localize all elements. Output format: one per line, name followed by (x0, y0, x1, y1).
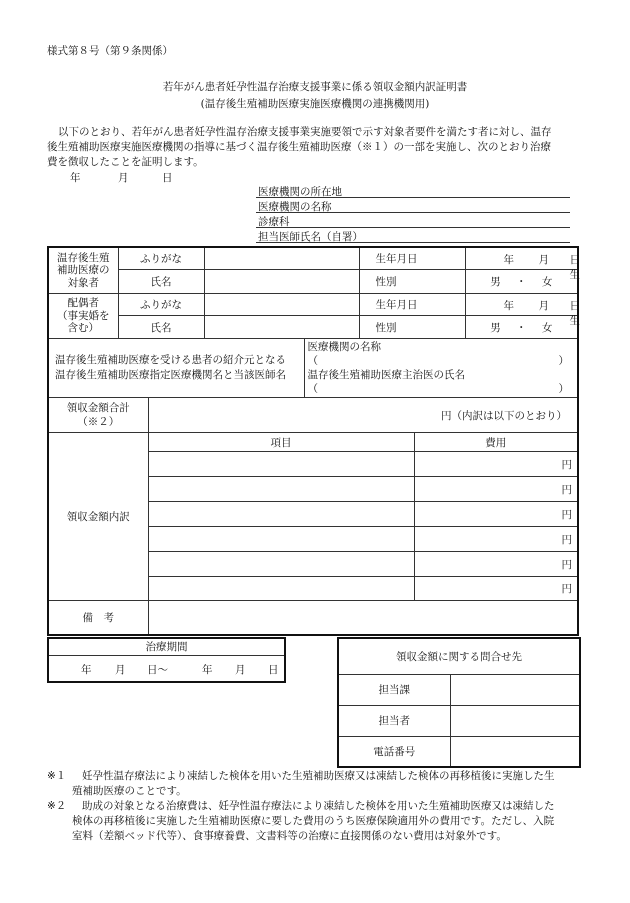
period-month-2: 月 (235, 664, 246, 676)
document-subtitle: (温存後生殖補助医療実施医療機関の連携機関用) (200, 98, 430, 110)
inquiry-section-label: 担当課 (338, 674, 450, 705)
referral-fields-cell (304, 339, 578, 398)
treatment-period-field[interactable] (49, 656, 284, 682)
department-label: 診療科 (258, 216, 290, 228)
intro-line-2: 後生殖補助医療実施医療機関の指導に基づく温存後生殖補助医療（※１）の一部を実施し、次のとおり治療 (47, 141, 551, 153)
spouse-birthdate-field[interactable] (465, 294, 581, 327)
breakdown-item-field[interactable] (148, 477, 414, 502)
subject-sex-female[interactable]: 女 (541, 276, 553, 288)
spouse-furigana-field[interactable] (204, 294, 359, 316)
inquiry-phone-field[interactable] (450, 736, 580, 767)
spouse-sex-female[interactable]: 女 (541, 321, 553, 334)
spouse-label-1: 配偶者 (67, 297, 99, 310)
subject-sex-dot: ・ (516, 276, 527, 288)
inquiry-person-label: 担当者 (338, 705, 450, 736)
subject-birthdate-field[interactable] (465, 247, 581, 281)
total-label-cell (48, 398, 148, 433)
subject-date-day: 日生 (569, 254, 581, 281)
institution-address-field[interactable] (256, 197, 570, 198)
date-year[interactable]: 年 (70, 172, 81, 184)
referral-label-1: 温存後生殖補助医療を受ける患者の紹介元となる (55, 354, 286, 366)
doctor-signature-field[interactable] (256, 242, 570, 243)
breakdown-cost-header: 費用 (414, 433, 578, 452)
breakdown-item-header: 項目 (148, 433, 414, 452)
subject-label-3: 対象者 (67, 276, 99, 289)
subject-name-label: 氏名 (118, 270, 204, 294)
intro-line-1: 以下のとおり、若年がん患者妊孕性温存治療支援事業実施要領で示す対象者要件を満たす者に対し、温存 (58, 126, 552, 138)
remarks-field[interactable] (148, 601, 578, 635)
period-day-1: 日～ (147, 664, 168, 676)
institution-address-label: 医療機関の所在地 (258, 186, 342, 198)
subject-sex-male[interactable]: 男 (490, 276, 501, 288)
referral-label-cell (48, 339, 304, 398)
date-day[interactable]: 日 (162, 172, 173, 184)
institution-name-field[interactable] (256, 212, 570, 213)
subject-furigana-field[interactable] (204, 247, 359, 270)
spouse-furigana-label: ふりがな (118, 294, 204, 316)
period-month-1: 月 (115, 664, 126, 676)
paren-close-2: ） (558, 383, 570, 395)
remarks-label: 備 考 (48, 601, 148, 635)
period-day-2: 日 (268, 664, 279, 676)
inquiry-title: 領収金額に関する問合せ先 (338, 638, 580, 674)
doctor-signature-label: 担当医師氏名（自署） (258, 231, 363, 243)
referral-doctor-label: 温存後生殖補助医療主治医の氏名 (307, 369, 465, 381)
spouse-sex-dot: ・ (516, 321, 527, 334)
yen-unit: 円 (561, 583, 573, 595)
treatment-period-title: 治療期間 (49, 639, 284, 656)
period-year-2: 年 (202, 664, 213, 676)
breakdown-item-field[interactable] (148, 452, 414, 477)
note-2-line-1: 助成の対象となる治療費は、妊孕性温存療法により凍結した検体を用いた生殖補助医療又は凍結した (82, 800, 555, 812)
yen-unit: 円 (561, 533, 573, 546)
treatment-period-box (47, 637, 286, 683)
subject-name-field[interactable] (204, 270, 359, 294)
total-amount-text: 円（内訳は以下のとおり） (441, 409, 568, 422)
breakdown-item-field[interactable] (148, 502, 414, 527)
breakdown-item-field[interactable] (148, 527, 414, 552)
spouse-sex-field[interactable] (465, 316, 578, 339)
inquiry-person-field[interactable] (450, 705, 580, 736)
spouse-birthdate-label: 生年月日 (359, 294, 465, 316)
breakdown-cost-field[interactable] (414, 577, 578, 601)
inquiry-section-field[interactable] (450, 674, 580, 705)
document-title: 若年がん患者妊孕性温存治療支援事業に係る領収金額内訳証明書 (162, 81, 468, 93)
note-1-mark: ※１ (47, 770, 67, 782)
spouse-date-year: 年 (503, 300, 515, 312)
period-year-1: 年 (81, 664, 92, 676)
breakdown-item-field[interactable] (148, 552, 414, 577)
date-month[interactable]: 月 (118, 172, 129, 184)
breakdown-item-field[interactable] (148, 577, 414, 601)
subject-furigana-label: ふりがな (118, 247, 204, 270)
breakdown-cost-field[interactable] (414, 502, 578, 527)
subject-date-month: 月 (538, 254, 550, 266)
referral-inst-label: 医療機関の名称 (307, 341, 381, 353)
breakdown-cost-field[interactable] (414, 552, 578, 577)
subject-label-1: 温存後生殖 (57, 251, 110, 264)
yen-unit: 円 (561, 483, 573, 496)
subject-birthdate-label: 生年月日 (359, 247, 465, 270)
note-1-line-1: 妊孕性温存療法により凍結した検体を用いた生殖補助医療又は凍結した検体の再移植後に実施した生 (82, 770, 555, 782)
referral-doctor-field[interactable] (308, 382, 570, 396)
total-amount-field[interactable] (148, 398, 578, 433)
spouse-label-cell (48, 294, 118, 339)
referral-inst-field[interactable] (308, 354, 570, 368)
subject-sex-field[interactable] (465, 270, 578, 294)
breakdown-cost-field[interactable] (414, 452, 578, 477)
note-2-line-3: 室料（差額ベッド代等）、食事療養費、文書料等の治療に直接関係のない費用は対象外です。 (72, 830, 507, 842)
department-field[interactable] (256, 227, 570, 228)
spouse-label-2: （事実婚を (57, 309, 110, 322)
note-2-mark: ※２ (47, 800, 67, 812)
subject-date-year: 年 (503, 254, 515, 266)
note-1-line-2: 殖補助医療のことです。 (72, 785, 187, 797)
breakdown-label: 領収金額内訳 (48, 433, 148, 601)
spouse-sex-male[interactable]: 男 (490, 321, 501, 334)
yen-unit: 円 (561, 458, 573, 471)
total-label-2: （※２） (77, 416, 120, 428)
subject-label-cell (48, 247, 118, 294)
subject-label-2: 補助医療の (57, 264, 110, 277)
spouse-date-month: 月 (538, 300, 550, 312)
paren-close-1: ） (558, 355, 570, 367)
breakdown-cost-field[interactable] (414, 527, 578, 552)
spouse-sex-label: 性別 (359, 316, 465, 339)
spouse-name-field[interactable] (204, 316, 359, 339)
inquiry-table (337, 637, 581, 768)
spouse-date-day: 日生 (569, 300, 581, 327)
paren-open-2: （ (307, 383, 318, 395)
spouse-name-label: 氏名 (118, 316, 204, 339)
yen-unit: 円 (561, 558, 573, 571)
form-number: 様式第８号（第９条関係） (47, 45, 173, 57)
breakdown-cost-field[interactable] (414, 477, 578, 502)
spouse-label-3: 含む） (67, 322, 99, 335)
inquiry-phone-label: 電話番号 (338, 736, 450, 767)
subject-sex-label: 性別 (359, 270, 465, 294)
intro-line-3: 費を徴収したことを証明します。 (47, 156, 204, 168)
institution-name-label: 医療機関の名称 (258, 201, 332, 213)
paren-open-1: （ (307, 355, 318, 367)
total-label-1: 領収金額合計 (66, 402, 130, 414)
yen-unit: 円 (561, 508, 573, 521)
referral-label-2: 温存後生殖補助医療指定医療機関名と当該医師名 (55, 369, 286, 381)
main-form-table (47, 246, 579, 636)
note-2-line-2: 検体の再移植後に実施した生殖補助医療に要した費用のうち医療保険適用外の費用です。ただし、入院 (72, 815, 555, 827)
